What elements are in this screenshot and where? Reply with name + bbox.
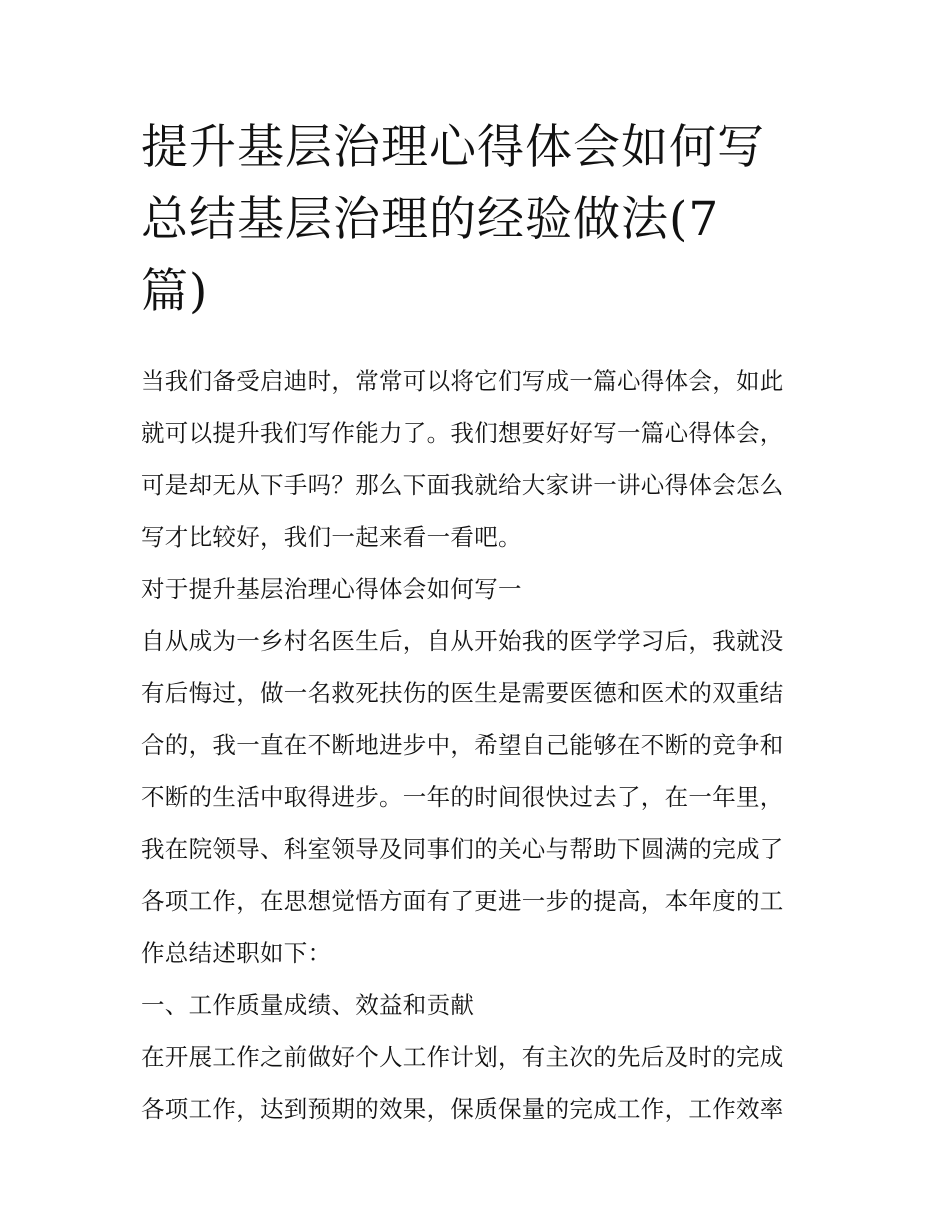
- paragraph-line: 不断的生活中取得进步。一年的时间很快过去了，在一年里，: [141, 783, 784, 811]
- section-heading: 一、工作质量成绩、效益和贡献: [141, 991, 475, 1019]
- intro-paragraph: [141, 355, 811, 563]
- paragraph-2: [141, 1031, 811, 1135]
- paragraph-line: 有后悔过，做一名救死扶伤的医生是需要医德和医术的双重结: [141, 679, 784, 707]
- article-heading: 对于提升基层治理心得体会如何写一: [141, 575, 522, 603]
- paragraph-line: 各项工作，达到预期的效果，保质保量的完成工作，工作效率: [141, 1095, 784, 1123]
- intro-line: 写才比较好，我们一起来看一看吧。: [141, 523, 522, 551]
- title-line-3: 篇): [141, 264, 209, 319]
- title-line-2: 总结基层治理的经验做法(7: [141, 192, 720, 247]
- intro-line: 当我们备受启迪时，常常可以将它们写成一篇心得体会，如此: [141, 367, 784, 395]
- intro-line: 可是却无从下手吗？那么下面我就给大家讲一讲心得体会怎么: [141, 471, 784, 499]
- paragraph-line: 各项工作，在思想觉悟方面有了更进一步的提高，本年度的工: [141, 887, 784, 915]
- paragraph-line: 在开展工作之前做好个人工作计划，有主次的先后及时的完成: [141, 1043, 784, 1071]
- paragraph-line: 我在院领导、科室领导及同事们的关心与帮助下圆满的完成了: [141, 835, 784, 863]
- paragraph-line: 自从成为一乡村名医生后，自从开始我的医学学习后，我就没: [141, 627, 784, 655]
- paragraph-1: [141, 615, 811, 979]
- document-body: [141, 355, 811, 1135]
- paragraph-line: 合的，我一直在不断地进步中，希望自己能够在不断的竞争和: [141, 731, 784, 759]
- title-line-1: 提升基层治理心得体会如何写: [141, 120, 765, 175]
- intro-line: 就可以提升我们写作能力了。我们想要好好写一篇心得体会，: [141, 419, 784, 447]
- paragraph-line: 作总结述职如下：: [141, 939, 332, 967]
- document-title: [141, 112, 811, 328]
